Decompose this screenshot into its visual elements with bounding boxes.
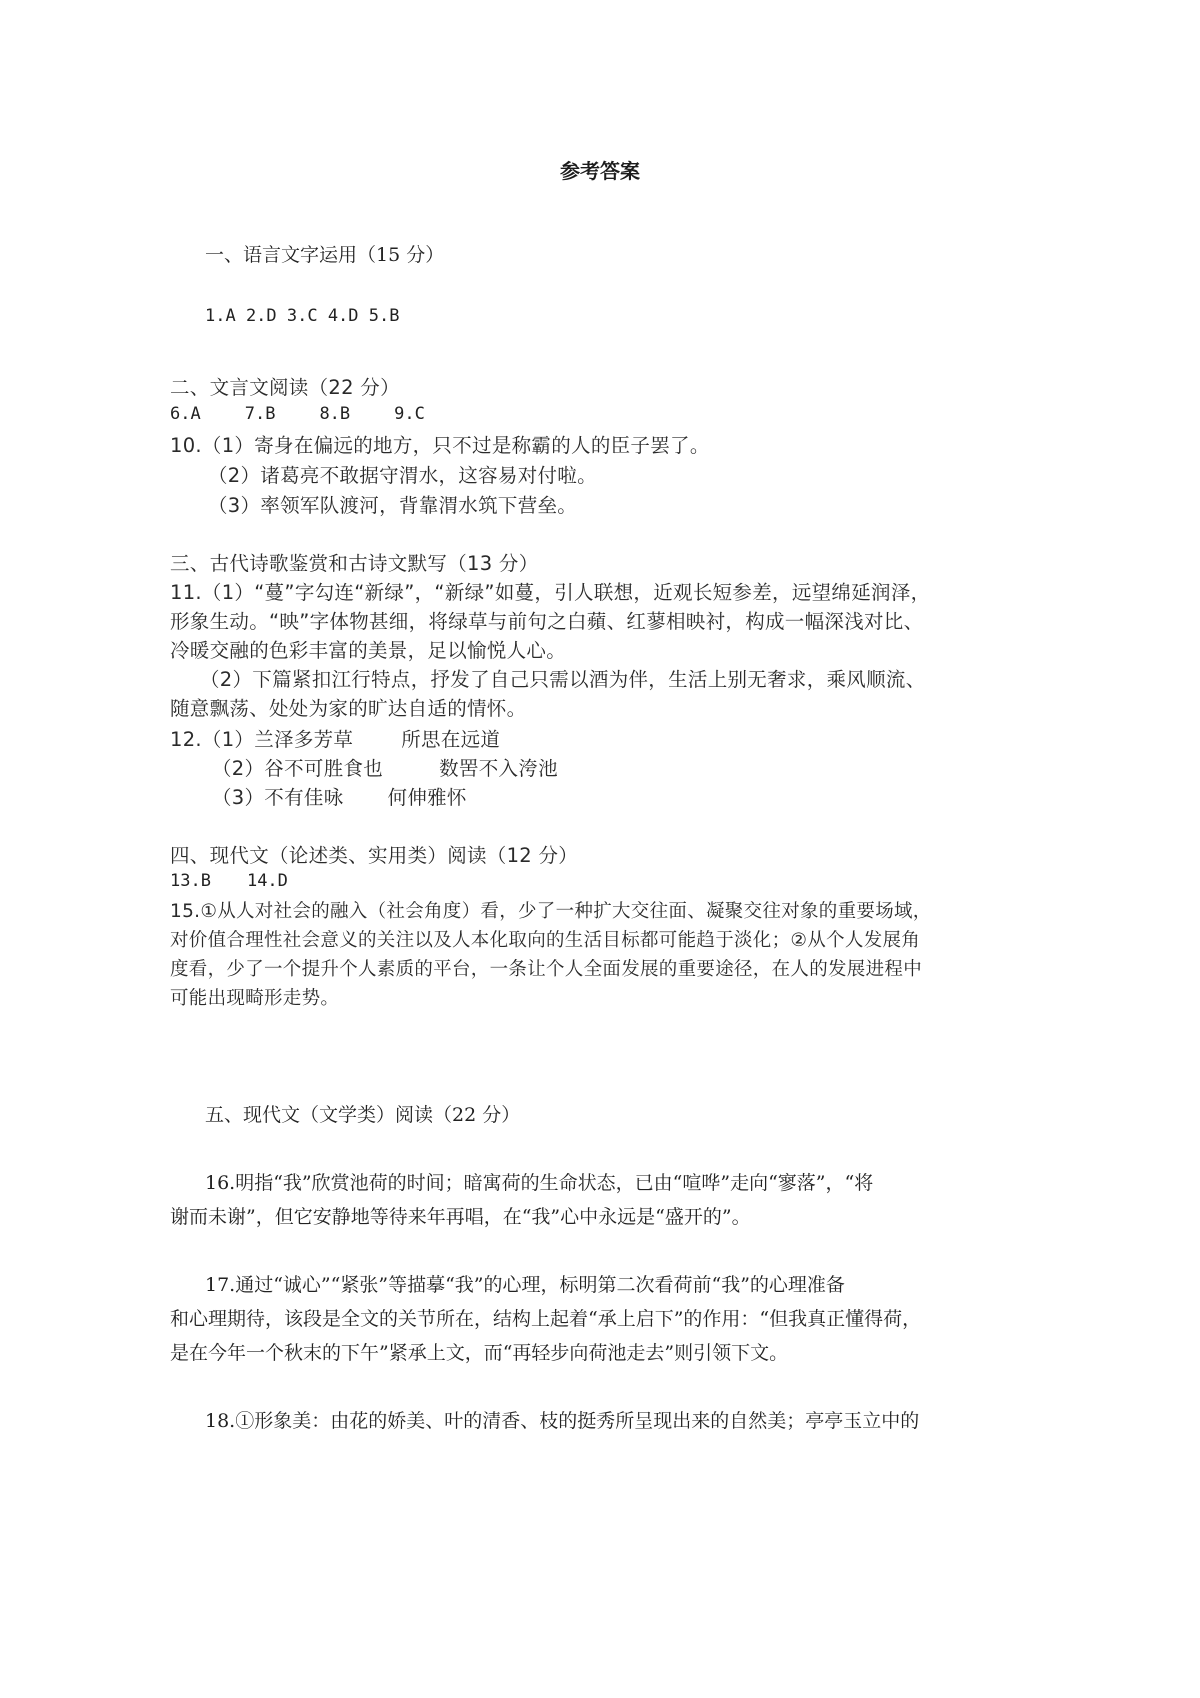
section-1-answers: 1.A 2.D 3.C 4.D 5.B xyxy=(205,306,400,326)
q18-line-1: 18.①形象美：由花的娇美、叶的清香、枝的挺秀所呈现出来的自然美；亭亭玉立中的 xyxy=(205,1410,920,1432)
q11-line-2: 形象生动。“映”字体物甚细，将绿草与前句之白蘋、红蓼相映衬，构成一幅深浅对比、 xyxy=(170,610,924,633)
q12-row-1 xyxy=(170,724,500,752)
answer-7: 7.B xyxy=(244,404,276,424)
section-2-mc-answers xyxy=(170,404,425,424)
q12-row-3 xyxy=(212,782,467,810)
q11-line-3: 冷暖交融的色彩丰富的美景，足以愉悦人心。 xyxy=(170,639,567,662)
answer-14: 14.D xyxy=(246,871,288,891)
q11-line-4: （2）下篇紧扣江行特点，抒发了自己只需以酒为伴，生活上别无奢求，乘风顺流、 xyxy=(200,668,926,691)
q12-1-b: 所思在远道 xyxy=(401,728,501,751)
answer-6: 6.A xyxy=(170,404,201,424)
q11-line-1: 11.（1）“蔓”字勾连“新绿”，“新绿”如蔓，引人联想，近观长短参差，远望绵延润泽， xyxy=(170,581,931,604)
answer-9: 9.C xyxy=(394,404,425,424)
q12-2-b: 数罟不入洿池 xyxy=(439,757,558,780)
section-3-heading: 三、古代诗歌鉴赏和古诗文默写（13 分） xyxy=(170,552,539,575)
section-4-mc-answers xyxy=(170,871,288,891)
q11-line-5: 随意飘荡、处处为家的旷达自适的情怀。 xyxy=(170,697,527,720)
section-2-heading: 二、文言文阅读（22 分） xyxy=(170,376,400,399)
section-5-heading: 五、现代文（文学类）阅读（22 分） xyxy=(205,1104,521,1126)
q15-line-3: 度看，少了一个提升个人素质的平台，一条让个人全面发展的重要途径，在人的发展进程中 xyxy=(170,959,923,980)
q12-1-a: 12.（1）兰泽多芳草 xyxy=(170,728,354,751)
section-4-heading: 四、现代文（论述类、实用类）阅读（12 分） xyxy=(170,844,579,867)
q15-line-1: 15.①从人对社会的融入（社会角度）看，少了一种扩大交往面、凝聚交往对象的重要场域， xyxy=(170,901,932,922)
q10-line-1: 10.（1）寄身在偏远的地方，只不过是称霸的人的臣子罢了。 xyxy=(170,434,710,457)
answer-8: 8.B xyxy=(319,404,351,424)
q17-line-1: 17.通过“诚心”“紧张”等描摹“我”的心理，标明第二次看荷前“我”的心理准备 xyxy=(205,1274,845,1296)
q15-line-4: 可能出现畸形走势。 xyxy=(170,988,340,1009)
q12-3-b: 何伸雅怀 xyxy=(387,786,467,809)
q10-line-3: （3）率领军队渡河，背靠渭水筑下营垒。 xyxy=(208,494,578,517)
q17-line-2: 和心理期待，该段是全文的关节所在，结构上起着“承上启下”的作用：“但我真正懂得荷， xyxy=(170,1308,922,1330)
q15-line-2: 对价值合理性社会意义的关注以及人本化取向的生活目标都可能趋于淡化；②从个人发展角 xyxy=(170,930,921,951)
q10-line-2: （2）诸葛亮不敢据守渭水，这容易对付啦。 xyxy=(208,464,597,487)
page-title: 参考答案 xyxy=(560,159,640,183)
q12-row-2 xyxy=(212,753,558,781)
answer-13: 13.B xyxy=(170,871,211,891)
section-1-heading: 一、语言文字运用（15 分） xyxy=(205,244,445,266)
q12-3-a: （3）不有佳咏 xyxy=(212,786,344,809)
q17-line-3: 是在今年一个秋末的下午”紧承上文，而“再轻步向荷池走去”则引领下文。 xyxy=(170,1342,789,1364)
q12-2-a: （2）谷不可胜食也 xyxy=(212,757,384,780)
q16-line-1: 16.明指“我”欣赏池荷的时间；暗寓荷的生命状态，已由“喧哗”走向“寥落”，“将 xyxy=(205,1172,874,1194)
q16-line-2: 谢而未谢”，但它安静地等待来年再唱，在“我”心中永远是“盛开的”。 xyxy=(170,1206,751,1228)
